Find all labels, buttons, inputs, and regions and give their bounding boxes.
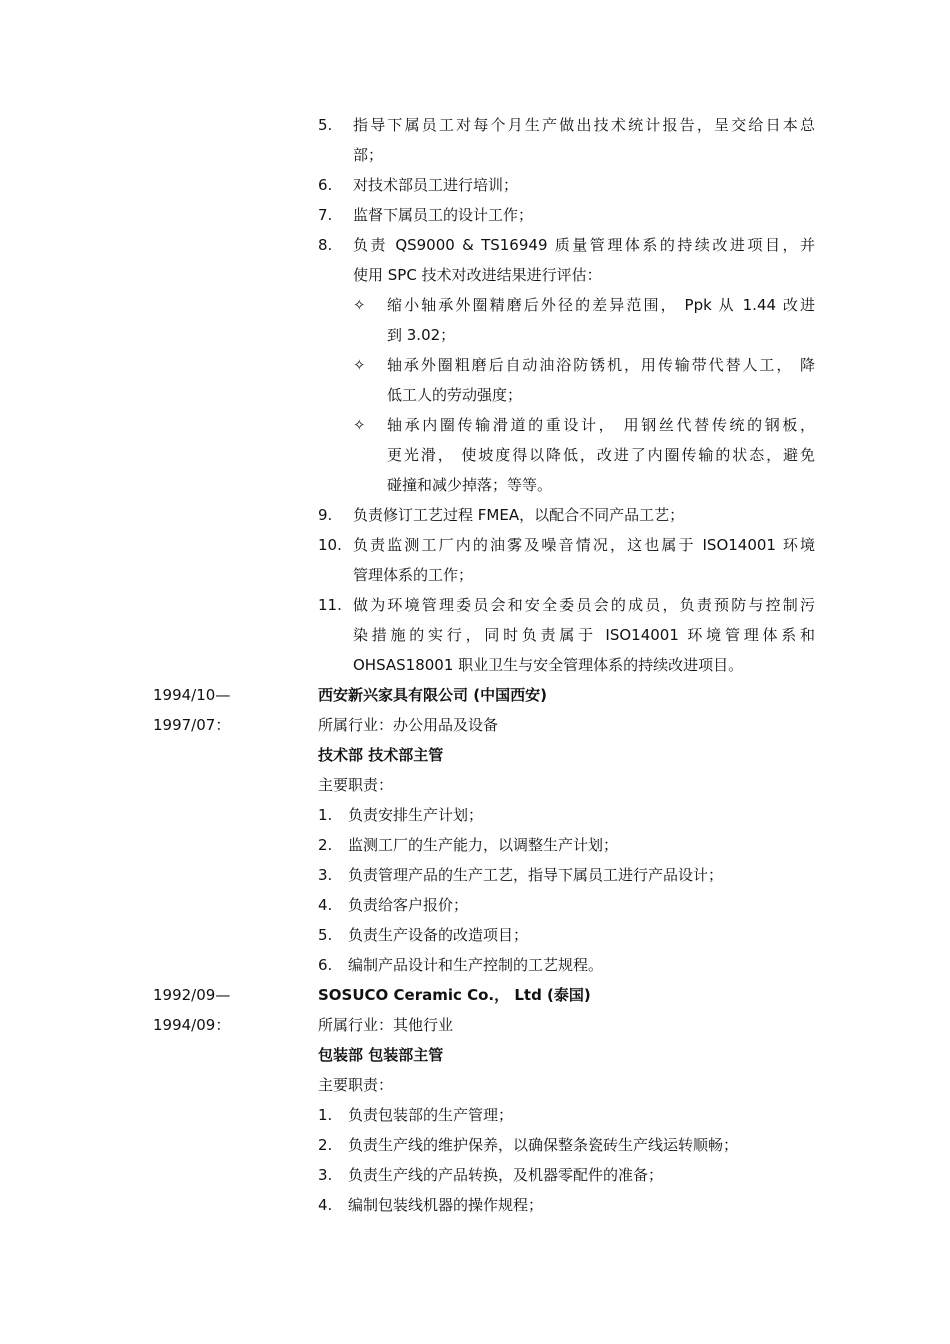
duty-item <box>0 1160 950 1190</box>
list-item-continuation <box>0 140 950 170</box>
bullet-text: 轴承外圈粗磨后自动油浴防锈机，用传输带代替人工， 降 <box>387 356 815 374</box>
item-text: 负责给客户报价； <box>348 896 469 914</box>
item-number: 3. <box>318 866 333 884</box>
item-text: 对技术部员工进行培训； <box>353 176 519 194</box>
item-number: 10. <box>318 536 342 554</box>
duties-label-row <box>0 1070 950 1100</box>
job-industry-row <box>0 1010 950 1040</box>
bullet-text: 碰撞和减少掉落；等等。 <box>387 476 553 494</box>
job-header <box>0 980 950 1010</box>
bullet-item-continuation <box>0 380 950 410</box>
duties-label: 主要职责： <box>318 1076 394 1094</box>
bullet-item <box>0 350 950 380</box>
item-text: 负责管理产品的生产工艺，指导下属员工进行产品设计； <box>348 866 724 884</box>
item-text: 负责包装部的生产管理； <box>348 1106 514 1124</box>
industry: 所属行业：其他行业 <box>318 1016 454 1034</box>
date-start: 1994/10— <box>153 686 231 704</box>
bullet-item-continuation <box>0 320 950 350</box>
item-number: 4. <box>318 1196 333 1214</box>
item-number: 5. <box>318 116 333 134</box>
list-item <box>0 590 950 620</box>
item-text: 部； <box>353 146 384 164</box>
bullet-text: 低工人的劳动强度； <box>387 386 523 404</box>
duty-item <box>0 800 950 830</box>
duty-item <box>0 1100 950 1130</box>
diamond-bullet-icon: ✧ <box>353 356 366 374</box>
job-industry-row <box>0 710 950 740</box>
bullet-text: 到 3.02； <box>387 326 456 344</box>
item-text: 使用 SPC 技术对改进结果进行评估： <box>353 266 602 284</box>
job-position-row <box>0 740 950 770</box>
duties-label: 主要职责： <box>318 776 394 794</box>
bullet-item-continuation <box>0 440 950 470</box>
diamond-bullet-icon: ✧ <box>353 296 366 314</box>
list-item-continuation <box>0 260 950 290</box>
list-item <box>0 530 950 560</box>
bullet-item <box>0 410 950 440</box>
item-text: 编制产品设计和生产控制的工艺规程。 <box>348 956 604 974</box>
item-text: 监督下属员工的设计工作； <box>353 206 534 224</box>
bullet-item <box>0 290 950 320</box>
company-name: 西安新兴家具有限公司 (中国西安) <box>318 686 547 704</box>
list-item-continuation <box>0 650 950 680</box>
item-number: 4. <box>318 896 333 914</box>
company-name: SOSUCO Ceramic Co.， Ltd (泰国) <box>318 986 591 1004</box>
item-text: 负责生产线的维护保养，以确保整条瓷砖生产线运转顺畅； <box>348 1136 739 1154</box>
item-text: 负责监测工厂内的油雾及噪音情况，这也属于 ISO14001 环境 <box>353 536 815 554</box>
item-number: 9. <box>318 506 333 524</box>
item-text: 负责生产线的产品转换，及机器零配件的准备； <box>348 1166 664 1184</box>
duty-item <box>0 890 950 920</box>
item-text: 做为环境管理委员会和安全委员会的成员，负责预防与控制污 <box>353 596 815 614</box>
position: 技术部 技术部主管 <box>318 746 444 764</box>
bullet-text: 更光滑， 使坡度得以降低，改进了内圈传输的状态，避免 <box>387 446 815 464</box>
item-number: 1. <box>318 806 333 824</box>
bullet-text: 缩小轴承外圈精磨后外径的差异范围， Ppk 从 1.44 改进 <box>387 296 815 314</box>
diamond-bullet-icon: ✧ <box>353 416 366 434</box>
item-number: 6. <box>318 176 333 194</box>
item-text: 监测工厂的生产能力，以调整生产计划； <box>348 836 619 854</box>
resume-content <box>0 110 950 1220</box>
item-number: 11. <box>318 596 342 614</box>
item-number: 2. <box>318 1136 333 1154</box>
industry: 所属行业：办公用品及设备 <box>318 716 499 734</box>
item-number: 3. <box>318 1166 333 1184</box>
item-text: 染措施的实行，同时负责属于 ISO14001 环境管理体系和 <box>353 626 815 644</box>
job-position-row <box>0 1040 950 1070</box>
list-item <box>0 110 950 140</box>
duties-label-row <box>0 770 950 800</box>
duty-item <box>0 830 950 860</box>
list-item-continuation <box>0 560 950 590</box>
item-number: 8. <box>318 236 333 254</box>
item-text: 负责 QS9000 & TS16949 质量管理体系的持续改进项目，并 <box>353 236 815 254</box>
list-item <box>0 170 950 200</box>
duty-item <box>0 950 950 980</box>
position: 包装部 包装部主管 <box>318 1046 444 1064</box>
item-number: 6. <box>318 956 333 974</box>
item-text: 管理体系的工作； <box>353 566 474 584</box>
bullet-item-continuation <box>0 470 950 500</box>
list-item <box>0 500 950 530</box>
item-number: 7. <box>318 206 333 224</box>
job-header <box>0 680 950 710</box>
date-end: 1997/07： <box>153 716 231 734</box>
item-number: 5. <box>318 926 333 944</box>
item-text: 负责安排生产计划； <box>348 806 484 824</box>
item-text: OHSAS18001 职业卫生与安全管理体系的持续改进项目。 <box>353 656 744 674</box>
list-item-continuation <box>0 620 950 650</box>
item-text: 负责生产设备的改造项目； <box>348 926 529 944</box>
date-start: 1992/09— <box>153 986 231 1004</box>
item-text: 指导下属员工对每个月生产做出技术统计报告，呈交给日本总 <box>353 116 815 134</box>
list-item <box>0 200 950 230</box>
item-number: 2. <box>318 836 333 854</box>
duty-item <box>0 860 950 890</box>
date-end: 1994/09： <box>153 1016 231 1034</box>
item-text: 负责修订工艺过程 FMEA，以配合不同产品工艺； <box>353 506 685 524</box>
duty-item <box>0 1130 950 1160</box>
duty-item <box>0 920 950 950</box>
list-item <box>0 230 950 260</box>
duty-item <box>0 1190 950 1220</box>
bullet-text: 轴承内圈传输滑道的重设计， 用钢丝代替传统的钢板， <box>387 416 815 434</box>
item-text: 编制包装线机器的操作规程； <box>348 1196 544 1214</box>
item-number: 1. <box>318 1106 333 1124</box>
